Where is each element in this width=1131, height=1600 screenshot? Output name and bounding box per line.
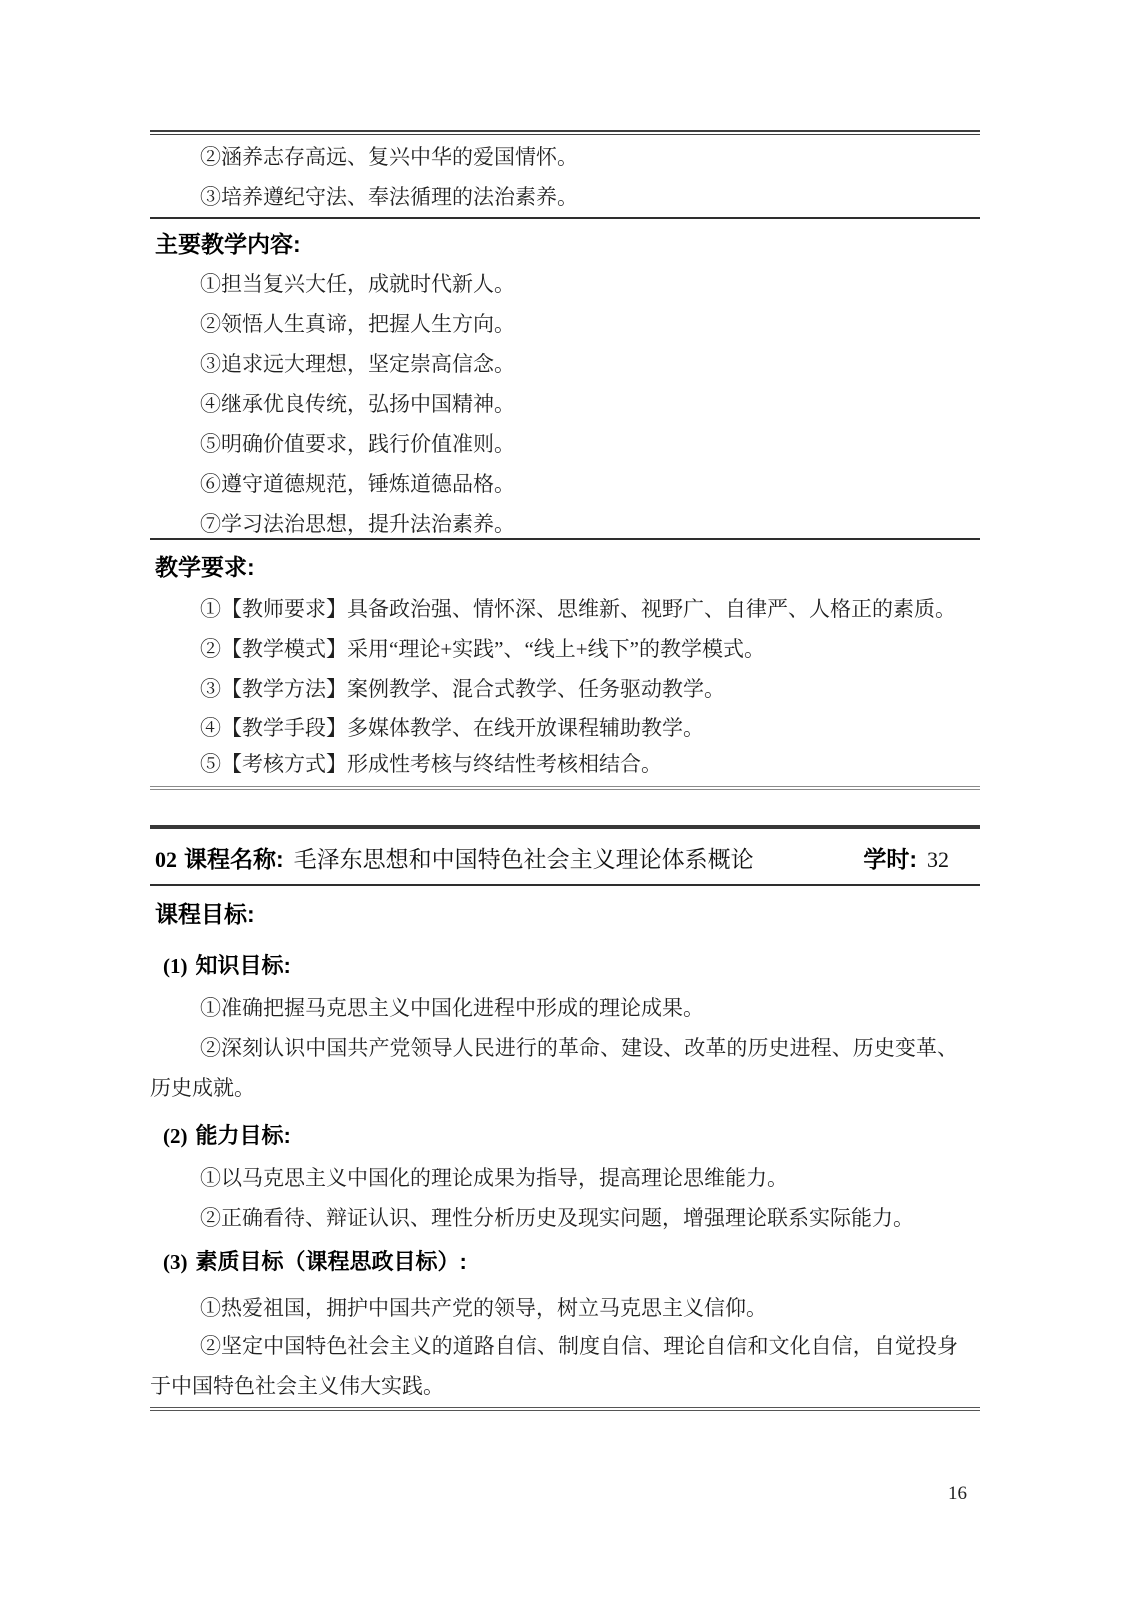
teaching-requirement-item: ⑤【考核方式】形成性考核与终结性考核相结合。 bbox=[200, 752, 662, 776]
teaching-content-item: ③追求远大理想，坚定崇高信念。 bbox=[200, 352, 515, 376]
teaching-content-item: ⑦学习法治思想，提升法治素养。 bbox=[200, 512, 515, 536]
objective-section-number: (2) bbox=[163, 1124, 188, 1148]
objective-item: ①热爱祖国，拥护中国共产党的领导，树立马克思主义信仰。 bbox=[200, 1296, 767, 1320]
objective-section-number: (3) bbox=[163, 1250, 188, 1274]
course-objectives-header: 课程目标: bbox=[155, 901, 255, 927]
course-name: 毛泽东思想和中国特色社会主义理论体系概论 bbox=[293, 846, 754, 872]
intro-item: ②涵养志存高远、复兴中华的爱国情怀。 bbox=[200, 145, 578, 169]
divider-single bbox=[150, 217, 980, 219]
objective-section-header bbox=[163, 1245, 467, 1276]
intro-item: ③培养遵纪守法、奉法循理的法治素养。 bbox=[200, 185, 578, 209]
teaching-requirement-item: ③【教学方法】案例教学、混合式教学、任务驱动教学。 bbox=[200, 677, 725, 701]
objective-item: ①准确把握马克思主义中国化进程中形成的理论成果。 bbox=[200, 996, 704, 1020]
divider-double-bottom bbox=[150, 1407, 980, 1411]
hours-value: 32 bbox=[927, 847, 949, 872]
divider-thick bbox=[150, 825, 980, 829]
teaching-content-item: ①担当复兴大任，成就时代新人。 bbox=[200, 272, 515, 296]
divider-single bbox=[150, 538, 980, 540]
objective-section-header bbox=[163, 1119, 291, 1150]
teaching-content-header: 主要教学内容: bbox=[155, 231, 301, 257]
hours-label: 学时: bbox=[863, 846, 917, 872]
objective-section-number: (1) bbox=[163, 954, 188, 978]
divider-double-gray bbox=[150, 786, 980, 790]
teaching-requirement-item: ①【教师要求】具备政治强、情怀深、思维新、视野广、自律严、人格正的素质。 bbox=[200, 597, 956, 621]
course-number: 02 bbox=[155, 847, 177, 872]
teaching-content-item: ⑥遵守道德规范，锤炼道德品格。 bbox=[200, 472, 515, 496]
objective-section-title: 知识目标: bbox=[195, 953, 291, 978]
course-hours-group bbox=[863, 841, 977, 874]
divider-single bbox=[150, 884, 980, 886]
objective-item: ②坚定中国特色社会主义的道路自信、制度自信、理论自信和文化自信，自觉投身于中国特色社会主义伟大实践。 bbox=[150, 1334, 958, 1398]
objective-section-title: 能力目标: bbox=[195, 1123, 291, 1148]
course-title-group bbox=[155, 841, 754, 874]
course-header-row bbox=[155, 841, 977, 874]
page-number: 16 bbox=[948, 1483, 967, 1504]
teaching-content-item: ⑤明确价值要求，践行价值准则。 bbox=[200, 432, 515, 456]
objective-section-header bbox=[163, 949, 291, 980]
objective-section-title: 素质目标（课程思政目标）: bbox=[195, 1249, 467, 1274]
teaching-content-item: ④继承优良传统，弘扬中国精神。 bbox=[200, 392, 515, 416]
objective-item: ②正确看待、辩证认识、理性分析历史及现实问题，增强理论联系实际能力。 bbox=[200, 1206, 914, 1230]
teaching-requirement-item: ④【教学手段】多媒体教学、在线开放课程辅助教学。 bbox=[200, 716, 704, 740]
teaching-content-item: ②领悟人生真谛，把握人生方向。 bbox=[200, 312, 515, 336]
objective-item: ①以马克思主义中国化的理论成果为指导，提高理论思维能力。 bbox=[200, 1166, 788, 1190]
teaching-requirements-header: 教学要求: bbox=[155, 554, 255, 580]
divider-double-top bbox=[150, 130, 980, 135]
objective-item: ②深刻认识中国共产党领导人民进行的革命、建设、改革的历史进程、历史变革、历史成就。 bbox=[150, 1036, 958, 1100]
course-name-label: 课程名称: bbox=[184, 846, 284, 872]
teaching-requirement-item: ②【教学模式】采用“理论+实践”、“线上+线下”的教学模式。 bbox=[200, 637, 765, 661]
